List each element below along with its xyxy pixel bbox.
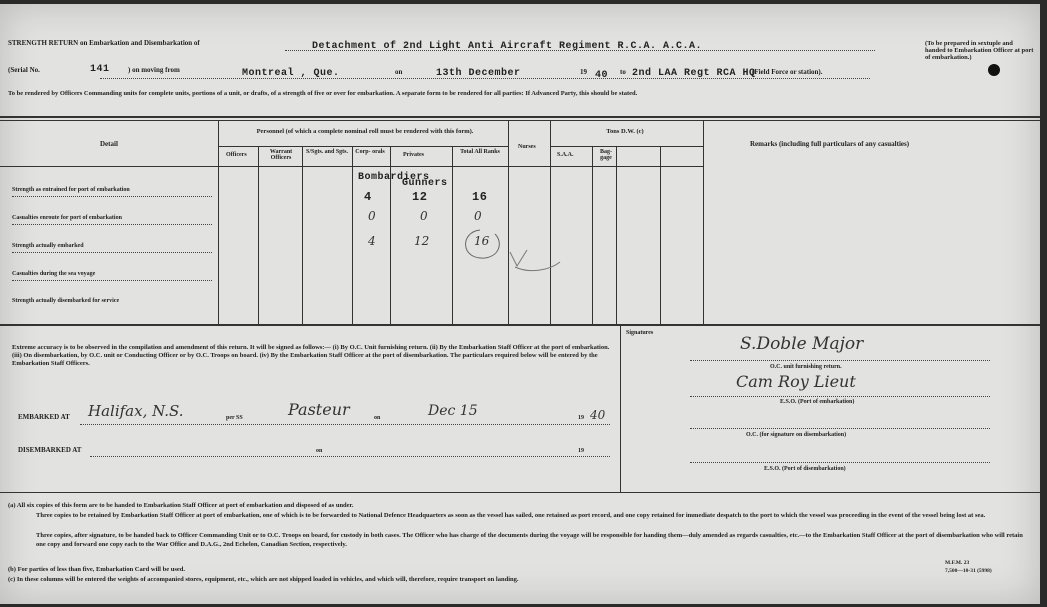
row-label: Casualties enroute for port of embarkation xyxy=(12,215,122,221)
embarked-place: Halifax, N.S. xyxy=(88,402,184,420)
ship-name: Pasteur xyxy=(288,400,350,419)
col-tons: Tons D.W. (c) xyxy=(606,128,644,135)
hline xyxy=(550,146,703,147)
moving-from-value: Montreal , Que. xyxy=(242,68,340,79)
hline xyxy=(218,146,508,147)
cell-value: 12 xyxy=(412,190,428,204)
sub-ssgts: S/Sgts. and Sgts. xyxy=(305,149,349,155)
form-number: M.F.M. 23 xyxy=(945,560,970,566)
unit-name: Detachment of 2nd Light Anti Aircraft Regiment R.C.A. A.C.A. xyxy=(312,41,703,52)
sub-corporals: Corp- orals xyxy=(355,149,385,155)
vline xyxy=(616,146,617,324)
disembark-year-prefix: 19 xyxy=(578,448,584,454)
disembarked-label: DISEMBARKED AT xyxy=(18,446,82,454)
field-force-label: (Field Force or station). xyxy=(752,68,823,76)
note-b: (b) For parties of less than five, Embarkation Card will be used. xyxy=(8,566,186,573)
signatures-label: Signatures xyxy=(626,330,654,336)
serial-value: 141 xyxy=(90,64,110,75)
destination-value: 2nd LAA Regt RCA HQ xyxy=(632,68,756,79)
row-label: Strength actually embarked xyxy=(12,243,84,249)
unit-underline xyxy=(285,50,875,51)
vline xyxy=(660,146,661,324)
hline xyxy=(0,166,703,167)
vline xyxy=(592,146,593,324)
vline xyxy=(258,146,259,324)
disembark-on-label: on xyxy=(316,448,323,454)
table-top-rule-2 xyxy=(0,120,1040,121)
form-sheet xyxy=(0,4,1040,604)
embarked-label: EMBARKED AT xyxy=(18,413,70,421)
row-divider xyxy=(12,224,212,225)
form-title: STRENGTH RETURN on Embarkation and Disembarkation of xyxy=(8,39,200,47)
table-bottom-rule xyxy=(0,324,1040,326)
vline xyxy=(218,120,219,324)
note-c: (c) In these columns will be entered the weights of accompanied stores, equipment, etc., which are not shipped loaded in vehicles, and which will, therefore, require transport on landing. xyxy=(8,576,519,583)
cell-value: 0 xyxy=(474,209,482,223)
per-ss-label: per SS xyxy=(226,415,243,421)
row-divider xyxy=(12,196,212,197)
eso-caption: E.S.O. (Port of embarkation) xyxy=(780,399,855,405)
cell-value: 12 xyxy=(414,234,430,248)
oc-signature: S.Doble Major xyxy=(740,334,864,354)
moving-from-label: ) on moving from xyxy=(128,66,180,74)
vline xyxy=(452,146,453,324)
row-divider xyxy=(12,252,212,253)
row-divider xyxy=(12,280,212,281)
notes-rule xyxy=(0,492,1040,493)
note-a: (a) All six copies of this form are to be handed to Embarkation Staff Officer at port of embarkation and disposed of as under. xyxy=(8,502,354,509)
serial-label: (Serial No. xyxy=(8,66,40,74)
oc-underline xyxy=(690,360,990,361)
gunners-label: Gunners xyxy=(402,178,448,189)
prepared-note: (To be prepared in sextuple and handed to Embarkation Officer at port of embarkation.) xyxy=(925,40,1034,61)
instructions: To be rendered by Officers Commanding units for complete units, portions of a unit, or drafts, of a strength of five or over for embarkation. A separate form to be rendered for all parties: If Advanced Party, this should be stated. xyxy=(8,90,638,97)
bombardiers-label: Bombardiers xyxy=(358,172,430,183)
row-label: Strength as entrained for port of embarkation xyxy=(12,187,130,193)
sub-privates: Privates xyxy=(403,152,424,158)
year-prefix: 19 xyxy=(580,68,587,76)
sub-total: Total All Ranks xyxy=(460,149,500,155)
eso-disembark-underline xyxy=(690,462,990,463)
eso-signature: Cam Roy Lieut xyxy=(736,372,856,391)
sub-officers: Officers xyxy=(226,152,247,158)
cell-value: 16 xyxy=(472,190,488,204)
sub-saa: S.A.A. xyxy=(557,152,574,158)
eso-underline xyxy=(690,396,990,397)
serial-underline xyxy=(100,78,870,79)
vline xyxy=(352,146,353,324)
row-label: Casualties during the sea voyage xyxy=(12,271,96,277)
date-value: 13th December xyxy=(436,68,521,79)
col-detail: Detail xyxy=(100,140,118,148)
oc-caption: O.C. unit furnishing return. xyxy=(770,364,842,370)
vline xyxy=(703,120,704,324)
cell-value: 4 xyxy=(364,190,372,204)
col-nurses: Nurses xyxy=(518,144,536,150)
disembark-underline xyxy=(90,456,610,457)
eso-disembark-caption: E.S.O. (Port of disembarkation) xyxy=(764,466,846,472)
sub-baggage: Bag- gage xyxy=(600,149,612,161)
punch-hole xyxy=(988,64,1000,76)
embark-year: 40 xyxy=(590,408,606,422)
oc-disembark-underline xyxy=(690,428,990,429)
accuracy-note: Extreme accuracy is to be observed in the compilation and amendment of this return. It will be signed as follows:— (i) By O.C. Unit furnishing return. (ii) By the Embarkation Staff Officer at the port of embarkation. (iii) On disembarkation, by O.C. unit or Conducting Officer or by O.C. Troops on board. (iv) By the Embarkation Staff Officer at the port of disembarkation. The particulars required below will be entered by the Embarkation Staff Officers. xyxy=(12,344,610,367)
print-code: 7,500—10-31 (5998) xyxy=(945,568,992,574)
note-a-1: Three copies to be retained by Embarkation Staff Officer at port of embarkation, one of which is to be forwarded to National Defence Headquarters as soon as the vessel has sailed, one retained as port record, and one copy retained for immediate despatch to the port to which the vessel was proceeding in the event of the vessel being lost at sea. xyxy=(36,512,986,519)
col-remarks: Remarks (including full particulars of any casualties) xyxy=(750,140,910,148)
sub-warrant: Warrant Officers xyxy=(269,149,293,161)
embark-underline xyxy=(80,424,610,425)
cell-value: 4 xyxy=(368,234,376,248)
year-value: 40 xyxy=(595,70,609,81)
cell-value: 0 xyxy=(368,209,376,223)
embark-on-label: on xyxy=(374,415,381,421)
oc-disembark-caption: O.C. (for signature on disembarkation) xyxy=(746,432,847,438)
signature-divider xyxy=(620,326,621,492)
cell-value: 16 xyxy=(474,234,490,248)
to-label: to xyxy=(620,68,626,76)
row-label: Strength actually disembarked for service xyxy=(12,298,120,304)
note-a-2: Three copies, after signature, to be handed back to Officer Commanding Unit or to O.C. Troops on board, for custody in both cases. The Officer who has charge of the documents during the voyage will be responsible for handing them—duly amended as regards casualties, etc.—to the Embarkation Staff Officer at the port of disembarkation who will retain one copy and forward one copy each to the War Office and D.A.G., 2nd Echelon, Canadian Section, respectively. xyxy=(36,532,1023,548)
on-label: on xyxy=(395,68,403,76)
embark-date: Dec 15 xyxy=(428,403,478,419)
vline xyxy=(302,146,303,324)
table-top-rule xyxy=(0,116,1040,118)
ok-scribble xyxy=(455,222,565,284)
col-personnel: Personnel (of which a complete nominal roll must be rendered with this form). xyxy=(256,128,474,135)
cell-value: 0 xyxy=(420,209,428,223)
embark-year-prefix: 19 xyxy=(578,415,584,421)
